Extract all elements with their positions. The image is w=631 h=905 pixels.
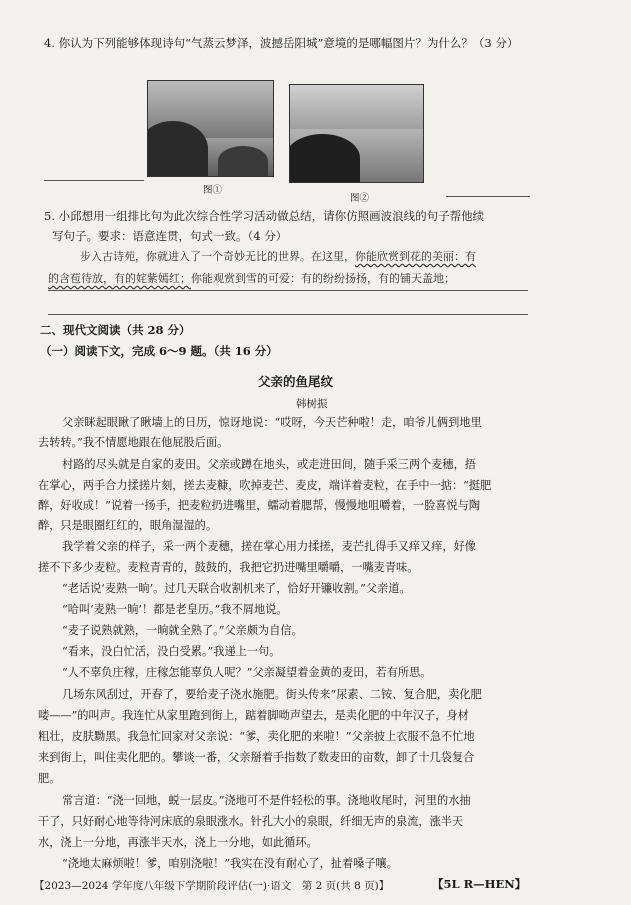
passage-author: 韩树振 bbox=[296, 398, 328, 410]
passage-line: “老话说‘麦熟一晌’。过几天联合收割机来了，恰好开镰收割。”父亲道。 bbox=[62, 582, 411, 595]
question-5-requirement: 写句子。要求：语意连贯，句式一致。（4 分） bbox=[52, 229, 288, 243]
passage-line: “麦子说熟就熟，一晌就全熟了。”父亲颇为自信。 bbox=[62, 624, 303, 637]
page-footer: 【2023—2024 学年度八年级下学期阶段评估(一)·语文 第 2 页(共 8 页)】 bbox=[34, 880, 390, 892]
figure-2-caption: 图② bbox=[350, 193, 370, 204]
passage-line: 在掌心，两手合力揉搓片刻，搓去麦糠，吹掉麦芒、麦皮，端详着麦粒，在手中一掂：“挺肥 bbox=[38, 479, 492, 492]
passage-line: 醉，只是眼圈红红的，眼角湿湿的。 bbox=[38, 519, 218, 532]
passage-line: 我学着父亲的样子，采一两个麦穗，搓在掌心用力揉搓，麦芒扎得手又痒又痒，好像 bbox=[62, 540, 476, 553]
passage-line: 几场东风刮过，开春了，要给麦子浇水施肥。街头传来“尿素、二铵、复合肥，卖化肥 bbox=[62, 688, 482, 701]
passage-line: “看来，没白忙活，没白受累。”我递上一句。 bbox=[62, 645, 281, 658]
question-5: 5. 小邱想用一组排比句为此次综合性学习活动做总结，请你仿照画波浪线的句子帮他续 bbox=[44, 209, 485, 223]
answer-line bbox=[44, 180, 144, 181]
question-4: 4. 你认为下列能够体现诗句“气蒸云梦泽，波撼岳阳城”意境的是哪幅图片？为什么？（3 分） bbox=[44, 36, 519, 50]
passage-line: 搓不下多少麦粒。麦粒青青的，鼓鼓的，我把它扔进嘴里嚼嚼，一嘴麦青味。 bbox=[38, 561, 419, 574]
figure-1-photo bbox=[147, 80, 274, 177]
answer-line bbox=[48, 290, 528, 291]
answer-line bbox=[446, 196, 530, 197]
figure-2-photo bbox=[289, 84, 424, 183]
passage-line: “人不辜负庄稼，庄稼怎能辜负人呢？”父亲凝望着金黄的麦田，若有所思。 bbox=[62, 666, 432, 679]
passage-line: 粗壮，皮肤黝黑。我急忙回家对父亲说：“爹，卖化肥的来啦！”父亲披上衣服不急不忙地 bbox=[38, 730, 475, 743]
passage-line: 干了，只好耐心地等待河床底的泉眼涨水。针孔大小的泉眼，纤细无声的泉流，涨半天 bbox=[38, 815, 464, 828]
passage-line: 喽——”的叫声。我连忙从家里跑到街上，踮着脚呦声望去，是卖化肥的中年汉子，身材 bbox=[38, 709, 469, 722]
section-heading: 二、现代文阅读（共 28 分） bbox=[40, 323, 191, 337]
passage-line: 来到街上，叫住卖化肥的。攀谈一番，父亲掰着手指数了数麦田的亩数，卸了十几袋复合 bbox=[38, 751, 475, 764]
passage-line: 父亲眯起眼瞅了瞅墙上的日历，惊讶地说：“哎呀，今天芒种啦！走，咱爷儿俩到地里 bbox=[62, 416, 482, 429]
passage-title: 父亲的鱼尾纹 bbox=[258, 374, 334, 389]
passage-line: 肥。 bbox=[38, 772, 61, 785]
passage-line: “哈叫‘麦熟一晌’！都是老皇历。”我不屑地说。 bbox=[62, 603, 288, 616]
section-subheading: （一）阅读下文，完成 6～9 题。（共 16 分） bbox=[40, 344, 278, 358]
passage-line: 去转转。”我不情愿地跟在他屁股后面。 bbox=[38, 436, 229, 449]
question-5-prompt: 步入古诗苑，你就进入了一个奇妙无比的世界。在这里，你能欣赏到花的美丽：有 bbox=[80, 250, 476, 263]
edition-code: 【5L R—HEN】 bbox=[432, 877, 527, 891]
figure-1-caption: 图① bbox=[203, 185, 223, 196]
passage-line: 水，浇上一分地，再涨半天水，浇上一分地，如此循环。 bbox=[38, 836, 318, 849]
passage-line: 村路的尽头就是自家的麦田。父亲或蹲在地头，或走进田间，随手采三两个麦穗，捂 bbox=[62, 458, 476, 471]
passage-line: 醉，好收成！”说着一扬手，把麦粒扔进嘴里，蠕动着腮帮，慢慢地咀嚼着，一脸喜悦与陶 bbox=[38, 499, 481, 512]
passage-line: 常言道：“浇一回地，蜕一层皮。”浇地可不是件轻松的事。浇地收尾时，河里的水抽 bbox=[62, 794, 471, 807]
passage-line: “浇地太麻烦啦！爹，咱别浇啦！”我实在没有耐心了，扯着嗓子嚷。 bbox=[62, 857, 398, 870]
question-5-handwritten-answer: 的含苞待放，有的姹紫嫣红；你能观赏到雪的可爱：有的纷纷扬扬，有的铺天盖地； bbox=[48, 272, 455, 285]
answer-line bbox=[48, 314, 528, 315]
